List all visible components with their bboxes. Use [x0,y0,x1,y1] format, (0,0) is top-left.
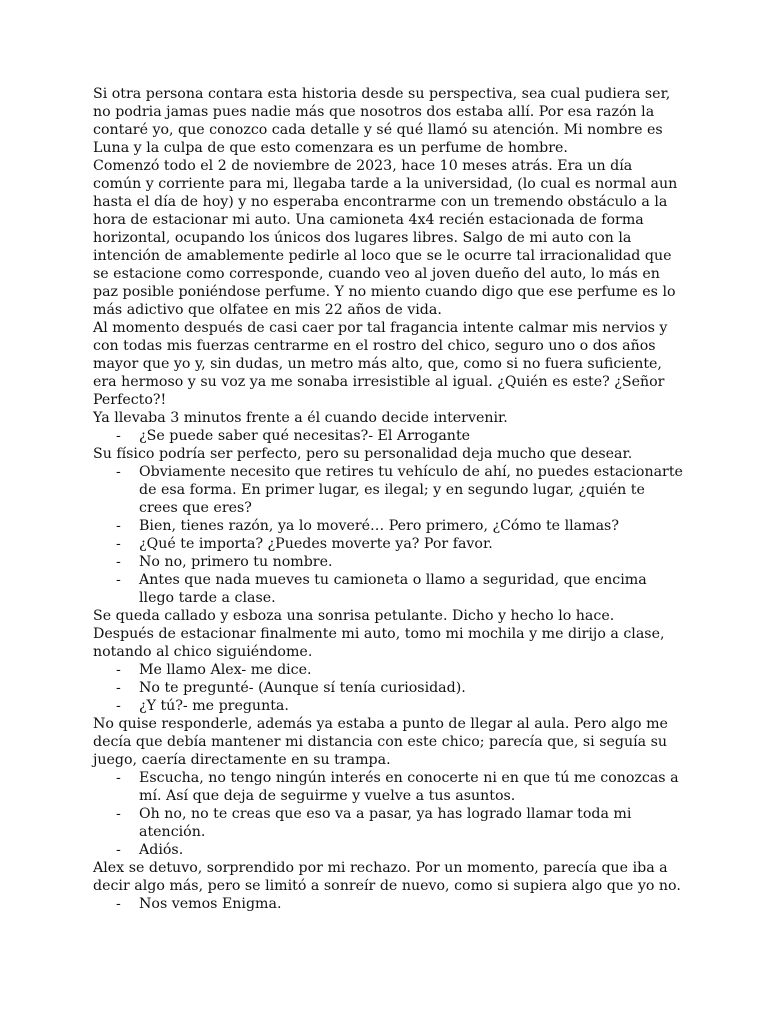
dialogue-dash: - [116,536,121,552]
dialogue-dash: - [116,842,121,858]
dialogue-dash: - [116,896,121,912]
paragraph: Al momento después de casi caer por tal fragancia intente calmar mis nervios y con todas mis fuerzas centrarme en el rostro del chico, seguro uno o dos años mayor que yo y, sin dudas, un metro más alto, que, como si no fuera suficiente, era hermoso y su voz ya me sonaba irresistible al igual. ¿Quién es este? ¿Señor Perfecto?! [93,320,668,408]
paragraph: Si otra persona contara esta historia desde su perspectiva, sea cual pudiera ser, no podria jamas pues nadie más que nosotros dos estaba allí. Por esa razón la contaré yo, que conozco cada detalle y sé qué llamó su atención. Mi nombre es Luna y la culpa de que esto comenzara es un perfume de hombre. [93,86,671,156]
paragraph: Después de estacionar finalmente mi auto, tomo mi mochila y me dirijo a clase, notando al chico siguiéndome. [93,626,665,660]
dialogue-text: No no, primero tu nombre. [139,554,333,570]
dialogue-dash: - [116,698,121,714]
dialogue-text: Me llamo Alex- me dice. [139,662,312,678]
dialogue-line [93,661,683,679]
dialogue-dash: - [116,428,121,444]
dialogue-text: Escucha, no tengo ningún interés en conocerte ni en que tú me conozcas a mí. Así que deja de seguirme y vuelve a tus asuntos. [139,770,679,804]
dialogue-text: Nos vemos Enigma. [139,896,282,912]
dialogue-text: ¿Se puede saber qué necesitas?- El Arrogante [139,428,471,444]
dialogue-line [93,697,683,715]
dialogue-dash: - [116,680,121,696]
dialogue-dash: - [116,806,121,822]
dialogue-text: No te pregunté- (Aunque sí tenía curiosidad). [139,680,466,696]
dialogue-text: ¿Qué te importa? ¿Puedes moverte ya? Por favor. [139,536,493,552]
paragraph: Su físico podría ser perfecto, pero su personalidad deja mucho que desear. [93,446,633,462]
paragraph: Alex se detuvo, sorprendido por mi rechazo. Por un momento, parecía que iba a decir algo más, pero se limitó a sonreír de nuevo, como si supiera algo que yo no. [93,860,681,894]
dialogue-dash: - [116,770,121,786]
dialogue-text: Adiós. [139,842,184,858]
dialogue-dash: - [116,554,121,570]
dialogue-dash: - [116,464,121,480]
dialogue-line [93,517,683,535]
dialogue-line [93,463,683,517]
dialogue-dash: - [116,572,121,588]
dialogue-line [93,895,683,913]
dialogue-line [93,535,683,553]
dialogue-line [93,427,683,445]
dialogue-text: ¿Y tú?- me pregunta. [139,698,289,714]
dialogue-line [93,805,683,841]
paragraph: Comenzó todo el 2 de noviembre de 2023, hace 10 meses atrás. Era un día común y corriente para mi, llegaba tarde a la universidad, (lo cual es normal aun hasta el día de hoy) y no esperaba encontrarme con un tremendo obstáculo a la hora de estacionar mi auto. Una camioneta 4x4 recién estacionada de forma horizontal, ocupando los únicos dos lugares libres. Salgo de mi auto con la intención de amablemente pedirle al loco que se le ocurre tal irracionalidad que se estacione como corresponde, cuando veo al joven dueño del auto, lo más en paz posible poniéndose perfume. Y no miento cuando digo que ese perfume es lo más adictivo que olfatee en mis 22 años de vida. [93,158,678,318]
dialogue-line [93,769,683,805]
dialogue-dash: - [116,518,121,534]
dialogue-text: Obviamente necesito que retires tu vehículo de ahí, no puedes estacionarte de esa forma. En primer lugar, es ilegal; y en segundo lugar, ¿quién te crees que eres? [139,464,683,516]
paragraph: Se queda callado y esboza una sonrisa petulante. Dicho y hecho lo hace. [93,608,615,624]
dialogue-line [93,679,683,697]
dialogue-line [93,571,683,607]
dialogue-text: Bien, tienes razón, ya lo moveré… Pero primero, ¿Cómo te llamas? [139,518,619,534]
dialogue-dash: - [116,662,121,678]
paragraph: Ya llevaba 3 minutos frente a él cuando decide intervenir. [93,410,508,426]
dialogue-text: Oh no, no te creas que eso va a pasar, ya has logrado llamar toda mi atención. [139,806,632,840]
document-body [93,85,683,913]
dialogue-text: Antes que nada mueves tu camioneta o llamo a seguridad, que encima llego tarde a clase. [139,572,647,606]
dialogue-line [93,553,683,571]
paragraph: No quise responderle, además ya estaba a punto de llegar al aula. Pero algo me decía que debía mantener mi distancia con este chico; parecía que, si seguía su juego, caería directamente en su trampa. [93,716,668,768]
dialogue-line [93,841,683,859]
